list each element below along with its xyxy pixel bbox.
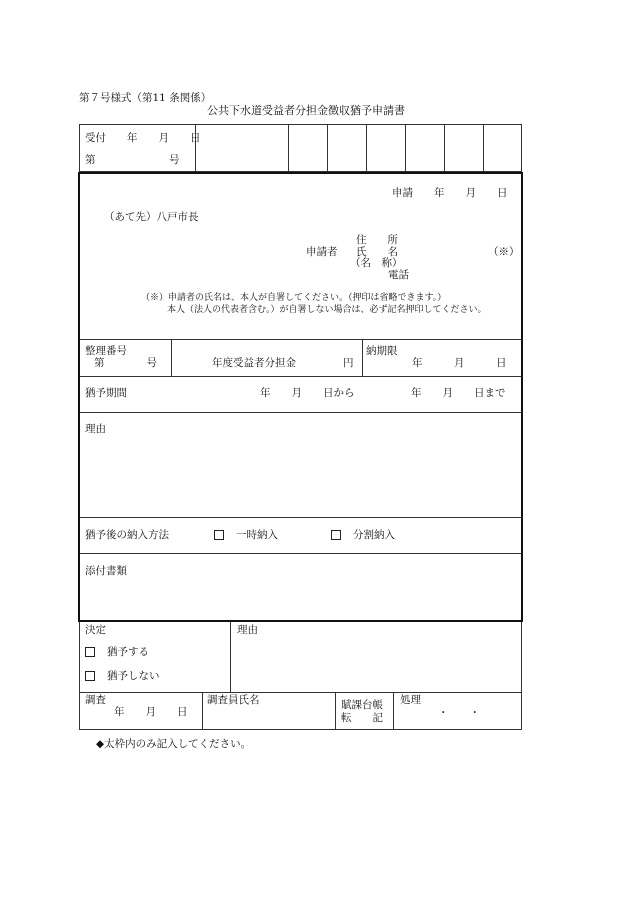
signature-note-1: （※）申請者の氏名は、本人が自署してください。（押印は省略できます。） — [141, 293, 447, 303]
footer-note: ◆太枠内のみ記入してください。 — [96, 738, 252, 750]
processing-dots: ・ ・ — [438, 707, 480, 719]
reception-number: 第 号 — [85, 154, 180, 166]
grace-period-from[interactable]: 年 月 日から — [260, 387, 355, 399]
form-number: 第７号様式（第11 条関係） — [79, 92, 212, 104]
deny-checkbox[interactable] — [85, 671, 95, 681]
payment-method-label: 猶予後の納入方法 — [85, 529, 169, 541]
received-date: 受付 年 月 日 — [85, 132, 201, 144]
ref-number-label: 整理番号 — [85, 345, 127, 357]
installment-label: 分割納入 — [353, 529, 395, 541]
transfer-label: 転 記 — [341, 712, 383, 724]
name-label: 氏 名 — [356, 246, 398, 258]
form-title: 公共下水道受益者分担金徴収猶予申請書 — [207, 104, 405, 117]
deadline-label: 納期限 — [366, 345, 398, 357]
ledger-label: 賦課台帳 — [341, 699, 383, 711]
attachments-label: 添付書類 — [85, 565, 127, 577]
survey-date: 年 月 日 — [114, 706, 188, 718]
installment-checkbox[interactable] — [331, 530, 341, 540]
lump-sum-option[interactable] — [214, 530, 278, 541]
lump-sum-checkbox[interactable] — [214, 530, 224, 540]
signature-mark: （※） — [488, 246, 520, 258]
deny-option[interactable] — [85, 671, 160, 682]
applicant-label: 申請者 — [306, 246, 338, 258]
decision-reason-label: 理由 — [237, 624, 258, 636]
phone-label: 電話 — [388, 269, 409, 281]
surveyor-name-label: 調査員氏名 — [207, 694, 260, 706]
addressee: （あて先）八戸市長 — [104, 211, 199, 223]
grant-checkbox[interactable] — [85, 647, 95, 657]
fiscal-amount-label: 年度受益者分担金 — [212, 357, 296, 369]
survey-label: 調査 — [85, 694, 106, 706]
grant-option[interactable] — [85, 647, 149, 658]
grant-label: 猶予する — [107, 646, 149, 658]
deny-label: 猶予しない — [107, 670, 160, 682]
installment-option[interactable] — [331, 530, 395, 541]
address-label: 住 所 — [356, 234, 398, 246]
corp-name-label: （名 称） — [350, 257, 403, 269]
grace-period-to[interactable]: 年 月 日まで — [411, 387, 506, 399]
deadline-date[interactable]: 年 月 日 — [412, 357, 507, 369]
grace-period-label: 猶予期間 — [85, 387, 127, 399]
processing-label: 処理 — [400, 694, 421, 706]
reason-label: 理由 — [85, 423, 106, 435]
signature-note-2: 本人（法人の代表者含む。）が自署しない場合は、必ず記名押印してください。 — [167, 305, 487, 315]
yen-unit: 円 — [343, 357, 354, 369]
application-date[interactable]: 申請 年 月 日 — [392, 187, 508, 199]
ref-number-value[interactable]: 第 号 — [94, 357, 157, 369]
decision-label: 決定 — [85, 624, 106, 636]
lump-sum-label: 一時納入 — [236, 529, 278, 541]
